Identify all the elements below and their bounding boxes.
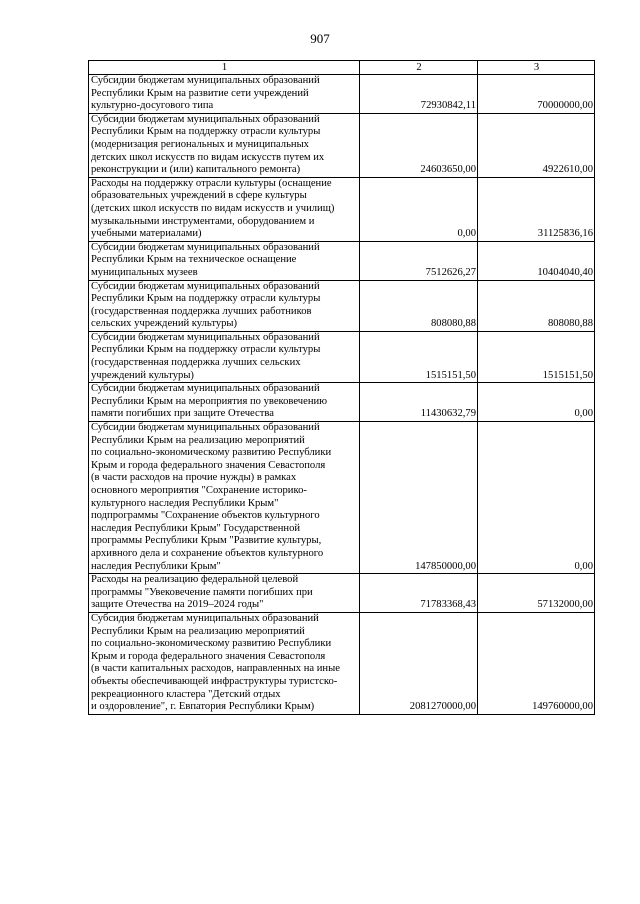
description-line: (модернизация региональных и муниципальных — [91, 138, 309, 150]
description-line: реконструкции и (или) капитального ремонта) — [91, 164, 301, 176]
description-line: Субсидии бюджетам муниципальных образований — [91, 75, 320, 86]
table-row — [89, 331, 595, 382]
row-description — [89, 574, 360, 613]
row-value-col2: 147850000,00 — [360, 422, 478, 574]
row-value-col2: 24603650,00 — [360, 113, 478, 177]
description-line: Республики Крым на поддержку отрасли культуры — [91, 344, 321, 356]
table-row — [89, 280, 595, 331]
row-value-col3: 0,00 — [478, 383, 595, 422]
page-number: 907 — [310, 31, 330, 46]
description-line: Субсидия бюджетам муниципальных образований — [91, 612, 319, 624]
description-line: Субсидии бюджетам муниципальных образований — [91, 280, 320, 292]
description-line: рекреационного кластера "Детский отдых — [91, 688, 281, 700]
description-line: муниципальных музеев — [91, 266, 198, 278]
row-value-col3: 57132000,00 — [478, 574, 595, 613]
column-header-1: 1 — [89, 61, 360, 75]
row-description — [89, 177, 360, 241]
row-value-col3: 1515151,50 — [478, 331, 595, 382]
row-description — [89, 422, 360, 574]
column-header-2: 2 — [360, 61, 478, 75]
description-line: культурного наследия Республики Крым" — [91, 497, 279, 509]
description-line: (государственная поддержка лучших сельских — [91, 357, 301, 369]
row-description — [89, 75, 360, 114]
description-line: и оздоровление", г. Евпатория Республики Крым) — [91, 701, 315, 713]
row-value-col3: 808080,88 — [478, 280, 595, 331]
row-value-col3: 149760000,00 — [478, 612, 595, 714]
description-line: Республики Крым на реализацию мероприятий — [91, 625, 305, 637]
description-line: Республики Крым на поддержку отрасли культуры — [91, 126, 321, 138]
description-line: Субсидии бюджетам муниципальных образований — [91, 241, 320, 253]
row-value-col2: 7512626,27 — [360, 241, 478, 280]
description-line: детских школ искусств по видам искусств путем их — [91, 151, 325, 163]
description-line: памяти погибших при защите Отечества — [91, 408, 274, 420]
row-value-col2: 72930842,11 — [360, 75, 478, 114]
budget-table — [88, 60, 595, 715]
row-value-col3: 10404040,40 — [478, 241, 595, 280]
description-line: программы "Увековечение памяти погибших при — [91, 586, 313, 598]
description-line: Расходы на поддержку отрасли культуры (оснащение — [91, 177, 332, 189]
description-line: основного мероприятия "Сохранение историко- — [91, 485, 307, 496]
description-line: музыкальными инструментами, оборудованием и — [91, 215, 315, 227]
row-value-col3: 0,00 — [478, 422, 595, 574]
description-line: объекты обеспечивающей инфраструктуры туристско- — [91, 675, 338, 687]
row-value-col3: 4922610,00 — [478, 113, 595, 177]
row-value-col3: 31125836,16 — [478, 177, 595, 241]
row-value-col2: 1515151,50 — [360, 331, 478, 382]
description-line: учреждений культуры) — [91, 369, 194, 381]
table-header-row — [89, 61, 595, 75]
description-line: Расходы на реализацию федеральной целевой — [91, 574, 299, 586]
table-row — [89, 574, 595, 613]
description-line: программы Республики Крым "Развитие культуры, — [91, 535, 322, 547]
row-value-col2: 808080,88 — [360, 280, 478, 331]
description-line: наследия Республики Крым" Государственной — [91, 522, 301, 534]
description-line: Республики Крым на развитие сети учреждений — [91, 87, 309, 99]
row-value-col2: 11430632,79 — [360, 383, 478, 422]
description-line: (в части расходов на прочие нужды) в рамках — [91, 472, 297, 484]
description-line: защите Отечества на 2019–2024 годы" — [91, 599, 264, 611]
row-description — [89, 241, 360, 280]
description-line: учебными материалами) — [91, 228, 202, 240]
description-line: Субсидии бюджетам муниципальных образований — [91, 383, 320, 395]
description-line: архивного дела и сохранение объектов культурного — [91, 547, 324, 559]
description-line: по социально-экономическому развитию Республики — [91, 447, 332, 459]
description-line: Республики Крым на поддержку отрасли культуры — [91, 293, 321, 305]
description-line: культурно-досугового типа — [91, 100, 214, 112]
row-value-col2: 2081270000,00 — [360, 612, 478, 714]
description-line: Республики Крым на мероприятия по увековечению — [91, 395, 328, 407]
row-description — [89, 113, 360, 177]
row-description — [89, 280, 360, 331]
description-line: подпрограммы "Сохранение объектов культурного — [91, 510, 320, 522]
description-line: образовательных учреждений в сфере культуры — [91, 190, 307, 202]
description-line: по социально-экономическому развитию Республики — [91, 638, 332, 650]
table-row — [89, 75, 595, 114]
description-line: Республики Крым на техническое оснащение — [91, 254, 297, 266]
row-description — [89, 612, 360, 714]
description-line: Субсидии бюджетам муниципальных образований — [91, 422, 320, 434]
description-line: (в части капитальных расходов, направленных на иные — [91, 663, 340, 675]
table-row — [89, 422, 595, 574]
description-line: наследия Республики Крым" — [91, 560, 221, 572]
table-row — [89, 241, 595, 280]
description-line: Субсидии бюджетам муниципальных образований — [91, 331, 320, 343]
description-line: Субсидии бюджетам муниципальных образований — [91, 113, 320, 125]
row-description — [89, 331, 360, 382]
row-value-col2: 71783368,43 — [360, 574, 478, 613]
column-header-3: 3 — [478, 61, 595, 75]
table-row — [89, 177, 595, 241]
table-row — [89, 383, 595, 422]
description-line: сельских учреждений культуры) — [91, 318, 238, 330]
row-description — [89, 383, 360, 422]
table-row — [89, 612, 595, 714]
description-line: (детских школ искусств по видам искусств и училищ) — [91, 202, 335, 214]
description-line: Крым и города федерального значения Севастополя — [91, 459, 326, 471]
description-line: Крым и города федерального значения Севастополя — [91, 650, 326, 662]
table-row — [89, 113, 595, 177]
table-body — [89, 75, 595, 715]
description-line: (государственная поддержка лучших работников — [91, 305, 312, 317]
row-value-col2: 0,00 — [360, 177, 478, 241]
row-value-col3: 70000000,00 — [478, 75, 595, 114]
description-line: Республики Крым на реализацию мероприятий — [91, 434, 305, 446]
